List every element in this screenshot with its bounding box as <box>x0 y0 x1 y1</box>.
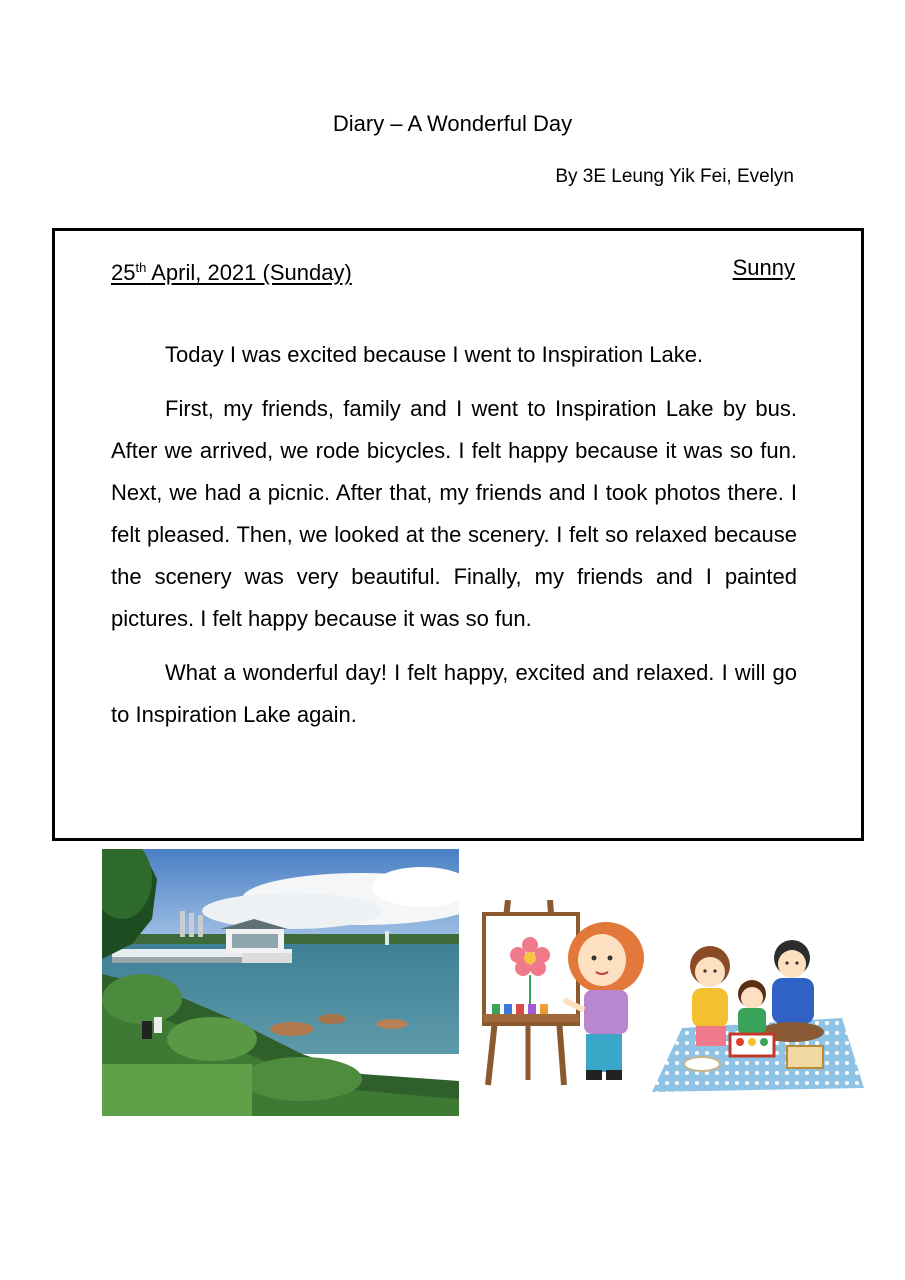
date-suffix: th <box>135 260 147 275</box>
lake-photo <box>102 849 459 1116</box>
date-day: 25 <box>111 260 136 285</box>
entry-body <box>111 334 797 748</box>
diary-entry-box <box>52 228 864 841</box>
page-title: Diary – A Wonderful Day <box>332 111 573 136</box>
date-rest: April, 2021 (Sunday) <box>146 260 352 285</box>
picnic-family-illustration <box>652 938 864 1092</box>
entry-date <box>111 254 352 287</box>
paragraph-main: First, my friends, family and I went to Inspiration Lake by bus. After we arrived, we rode bicycles. I felt happy because it was so fun. Next, we had a picnic. After that, my friends and I took photos there. I felt pleased. Then, we looked at the scenery. I felt so relaxed because the scenery was very beautiful. Finally, my friends and I painted pictures. I felt happy because it was so fun. <box>111 396 797 631</box>
painting-girl-illustration <box>478 900 650 1090</box>
paragraph-intro: Today I was excited because I went to Inspiration Lake. <box>165 342 704 367</box>
entry-weather: Sunny <box>732 255 795 280</box>
author-line: By 3E Leung Yik Fei, Evelyn <box>555 166 794 187</box>
paragraph-conclusion: What a wonderful day! I felt happy, excited and relaxed. I will go to Inspiration Lake again. <box>111 660 797 727</box>
